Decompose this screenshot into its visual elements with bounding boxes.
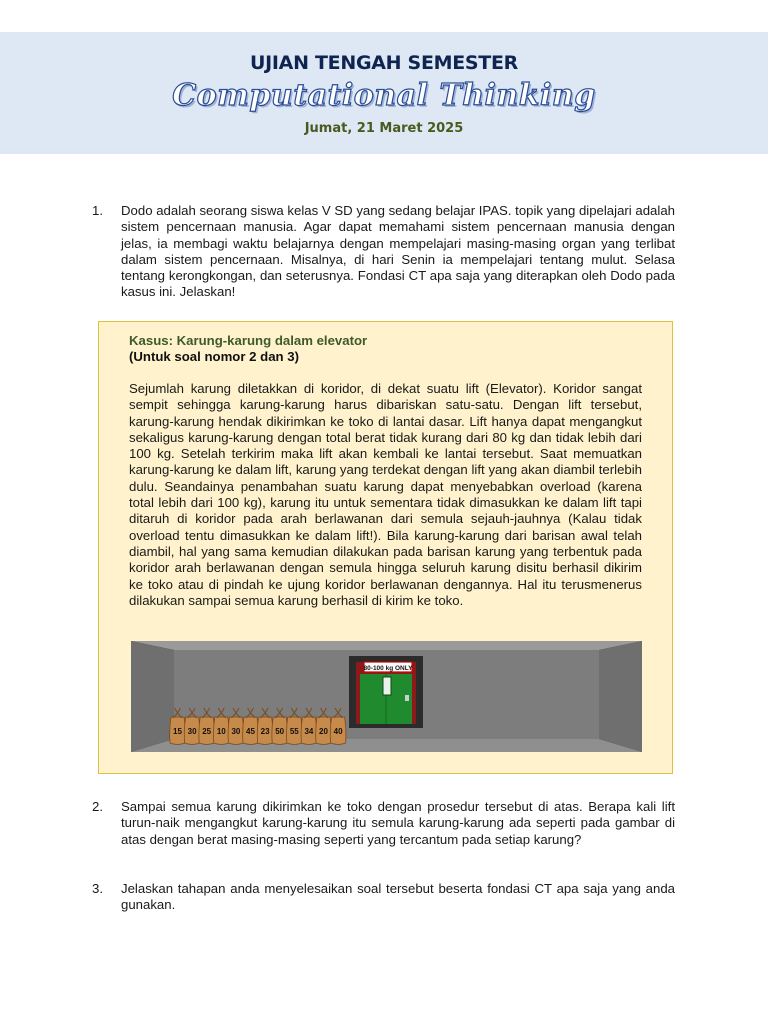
- sack-weight-label: 45: [246, 727, 255, 736]
- elevator-sign-text: 80-100 kg ONLY: [363, 665, 413, 672]
- sack-weight-label: 25: [202, 727, 212, 736]
- sack-weight-label: 30: [187, 727, 197, 736]
- sack-weight-label: 34: [304, 727, 314, 736]
- sack-weight-label: 23: [260, 727, 270, 736]
- question-text: Sampai semua karung dikirimkan ke toko dengan prosedur tersebut di atas. Berapa kali lift turun-naik mengangkut karung-karung itu semula karung-karung ada seperti pada gambar di atas dengan berat masing-masing seperti yang tercantum pada setiap karung?: [121, 799, 675, 847]
- case-body: Sejumlah karung diletakkan di koridor, di dekat suatu lift (Elevator). Koridor sangat sempit sehingga karung-karung harus dibariskan satu-satu. Dengan lift tersebut, karung-karung hendak dikirimkan ke toko di lantai dasar. Lift hanya dapat mengangkut sekaligus karung-karung dengan total berat tidak kurang dari 80 kg dan tidak lebih dari 100 kg. Setelah terkirim maka lift akan kembali ke lantai tersebut. Saat memuatkan karung-karung ke dalam lift, karung yang terdekat dengan lift yang akan diambil terlebih dulu. Seandainya penambahan suatu karung dapat menyebabkan overload (karena total lebih dari 100 kg), karung itu untuk sementara tidak dimasukkan ke dalam lift tapi ditaruh di koridor pada arah berlawanan dari semula sejauh-jauhnya (Kalau tidak overload tentu dimasukkan ke dalam lift!). Bila karung-karung dari barisan awal telah diambil, hal yang sama kemudian dilakukan pada barisan karung yang terbentuk pada koridor arah berlawanan dengan semula hingga seluruh karung disitu berhasil dikirim ke toko atau di pindah ke ujung koridor berlawanan dengannya. Hal itu terusmenerus dilakukan sampai semua karung berhasil di kirim ke toko.: [129, 381, 642, 608]
- exam-title: UJIAN TENGAH SEMESTER: [250, 52, 518, 74]
- question-number: 3.: [92, 881, 103, 896]
- case-box: [98, 321, 673, 774]
- case-subtitle: (Untuk soal nomor 2 dan 3): [129, 349, 299, 364]
- sack-weight-label: 55: [289, 727, 299, 736]
- sack-weight-label: 50: [275, 727, 285, 736]
- sack-weight-label: 15: [173, 727, 182, 736]
- right-wall: [599, 641, 642, 752]
- question-2: [92, 799, 675, 867]
- question-3: [92, 881, 675, 917]
- sack-weight-label: 10: [216, 727, 226, 736]
- door-window: [383, 677, 391, 695]
- elevator-corridor-illustration: [131, 641, 642, 752]
- door-button-icon: [405, 695, 409, 701]
- sack-weight-label: 40: [333, 727, 343, 736]
- case-title: Kasus: Karung-karung dalam elevator: [129, 333, 368, 348]
- question-1: [92, 203, 675, 303]
- question-number: 1.: [92, 203, 103, 218]
- sack-weight-label: 30: [231, 727, 241, 736]
- sack-weight-label: 20: [319, 727, 328, 736]
- ceiling: [131, 641, 642, 650]
- question-text: Jelaskan tahapan anda menyelesaikan soal tersebut beserta fondasi CT apa saja yang anda gunakan.: [121, 881, 675, 913]
- course-title: Computational Thinking: [172, 78, 596, 113]
- question-number: 2.: [92, 799, 103, 814]
- question-text: Dodo adalah seorang siswa kelas V SD yang sedang belajar IPAS. topik yang dipelajari adalah sistem pencernaan manusia. Agar dapat memahami sistem pencernaan manusia dengan jelas, ia membagi waktu belajarnya dengan mempelajari masing-masing organ yang terlibat dalam sistem pencernaan. Misalnya, di hari Senin ia mempelajari tentang mulut. Selasa tentang kerongkongan, dan seterusnya. Fondasi CT apa saja yang diterapkan oleh Dodo pada kasus ini. Jelaskan!: [121, 203, 675, 300]
- left-wall: [131, 641, 174, 752]
- exam-date: Jumat, 21 Maret 2025: [304, 121, 464, 136]
